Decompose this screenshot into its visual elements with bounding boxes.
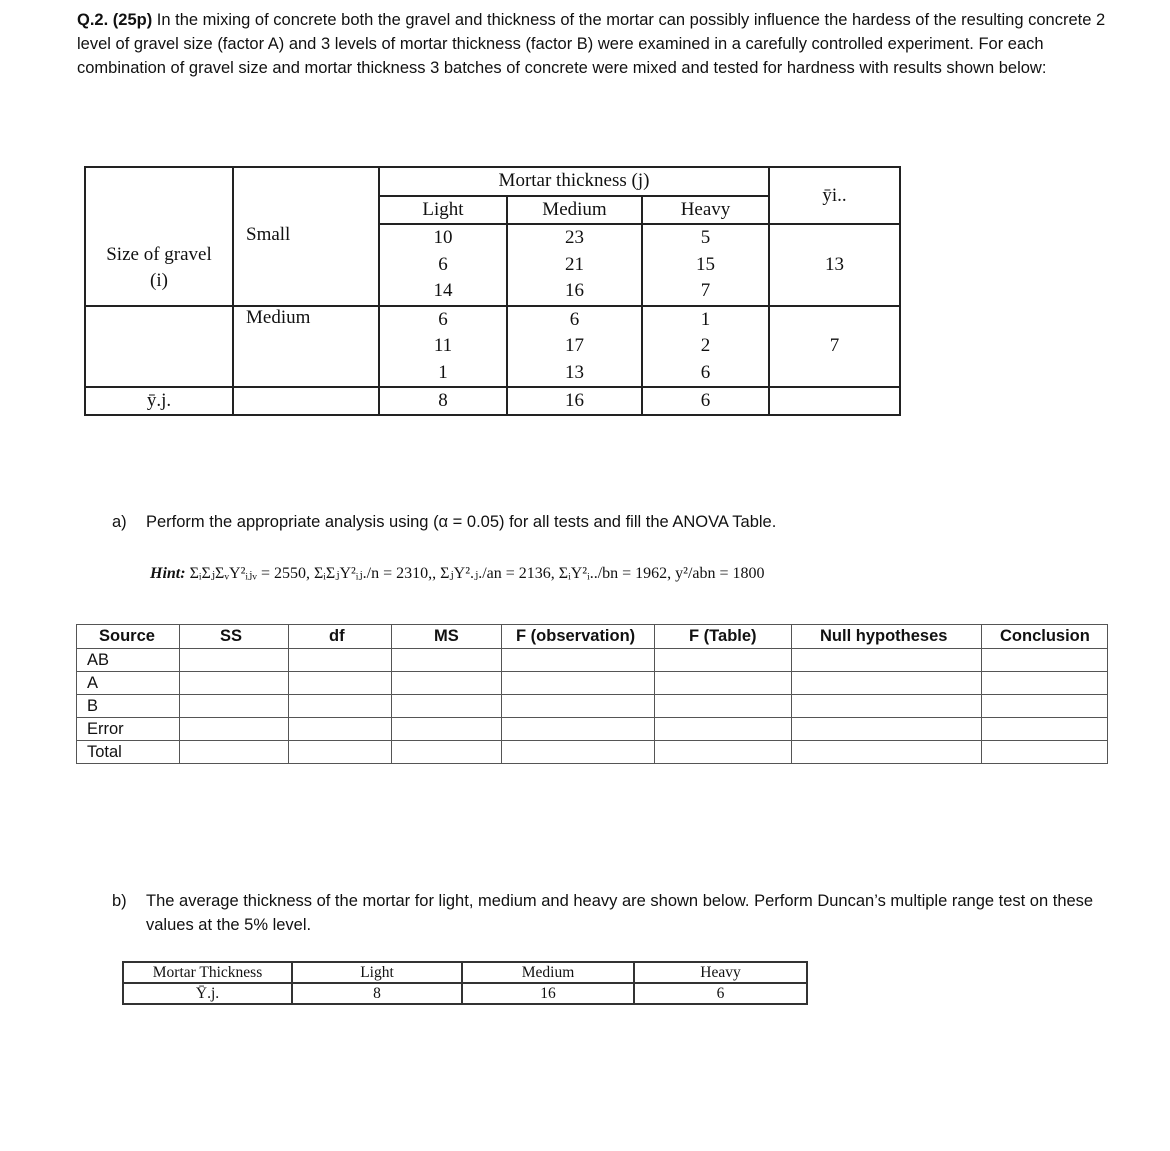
- row-label-medium: Medium: [233, 306, 379, 388]
- mortar-means-table: [122, 961, 808, 1005]
- blank-cell[interactable]: [180, 718, 289, 741]
- part-b-instruction: [112, 889, 1112, 937]
- header-conclusion: Conclusion: [982, 625, 1108, 649]
- part-a-instruction: [112, 513, 776, 532]
- question-points: (25p): [112, 11, 153, 29]
- gravel-header-spacer: [85, 306, 233, 388]
- gravel-size-header: [85, 167, 233, 306]
- blank-cell[interactable]: [392, 741, 502, 764]
- blank-cell[interactable]: [982, 741, 1108, 764]
- blank-cell[interactable]: [982, 718, 1108, 741]
- blank-cell[interactable]: [289, 695, 392, 718]
- blank-cell[interactable]: [792, 741, 982, 764]
- anova-row-a: [77, 672, 1108, 695]
- row-mean-medium: 7: [769, 306, 900, 388]
- part-b-label: b): [112, 892, 127, 910]
- blank-cell[interactable]: [792, 649, 982, 672]
- blank-cell[interactable]: [289, 672, 392, 695]
- hint-formulas: ΣᵢΣⱼΣᵥY²ᵢⱼᵥ = 2550, ΣᵢΣⱼY²ᵢⱼ./n = 2310,, ΣⱼY².ⱼ./an = 2136, ΣᵢY²ᵢ../bn = 1962, y²/abn = 1800: [189, 565, 765, 582]
- blank-header-cell: [233, 167, 379, 224]
- cell-small-medium: [507, 224, 642, 306]
- part-b-text: The average thickness of the mortar for light, medium and heavy are shown below. Perform Duncan’s multiple range test on these values at the 5% level.: [146, 892, 1094, 934]
- value: 14: [433, 280, 453, 301]
- blank-cell[interactable]: [655, 672, 792, 695]
- level-medium-header: Medium: [507, 196, 642, 224]
- question-number: Q.2.: [77, 11, 109, 29]
- hint-label: Hint:: [150, 565, 186, 582]
- value: 16: [565, 280, 584, 301]
- col-mean-heavy: 6: [642, 387, 769, 415]
- blank-cell[interactable]: [289, 649, 392, 672]
- value: 11: [433, 335, 453, 356]
- col-mean-label: ȳ.j.: [85, 387, 233, 415]
- source-error: Error: [77, 718, 180, 741]
- anova-row-total: [77, 741, 1108, 764]
- hint-line: [150, 563, 765, 583]
- header-null-hypotheses: Null hypotheses: [792, 625, 982, 649]
- blank-cell[interactable]: [502, 695, 655, 718]
- means-header-light: Light: [292, 962, 462, 983]
- blank-cell[interactable]: [392, 695, 502, 718]
- blank-cell[interactable]: [982, 695, 1108, 718]
- value: 21: [565, 253, 584, 275]
- gravel-header-line2: (i): [150, 270, 168, 292]
- header-f-table: F (Table): [655, 625, 792, 649]
- blank-cell[interactable]: [289, 718, 392, 741]
- blank-cell[interactable]: [655, 649, 792, 672]
- row-mean-small: 13: [769, 224, 900, 306]
- blank-cell[interactable]: [392, 649, 502, 672]
- blank-cell[interactable]: [792, 672, 982, 695]
- header-ms: MS: [392, 625, 502, 649]
- header-df: df: [289, 625, 392, 649]
- blank-cell[interactable]: [180, 672, 289, 695]
- part-a-label: a): [112, 513, 127, 531]
- cell-small-light: [379, 224, 507, 306]
- header-ss: SS: [180, 625, 289, 649]
- source-a: A: [77, 672, 180, 695]
- anova-table: [76, 624, 1108, 764]
- blank-cell[interactable]: [289, 741, 392, 764]
- gravel-header-line1: Size of gravel: [106, 243, 212, 265]
- cell-medium-medium: [507, 306, 642, 388]
- anova-header-row: [77, 625, 1108, 649]
- means-value-heavy: 6: [634, 983, 807, 1004]
- value: 6: [438, 253, 448, 275]
- blank-cell[interactable]: [655, 695, 792, 718]
- row-label-small: Small: [233, 224, 379, 306]
- col-mean-total-blank: [769, 387, 900, 415]
- blank-cell[interactable]: [982, 649, 1108, 672]
- part-a-text: Perform the appropriate analysis using (α = 0.05) for all tests and fill the ANOVA Table.: [146, 513, 777, 531]
- means-header-medium: Medium: [462, 962, 634, 983]
- cell-medium-light: [379, 306, 507, 388]
- blank-cell[interactable]: [982, 672, 1108, 695]
- col-mean-medium: 16: [507, 387, 642, 415]
- means-row-label: Ȳ.j.: [123, 983, 292, 1004]
- value: 1: [700, 308, 711, 330]
- means-header-heavy: Heavy: [634, 962, 807, 983]
- blank-cell[interactable]: [502, 741, 655, 764]
- question-text: [77, 8, 1117, 80]
- value: 5: [700, 227, 711, 248]
- value: 6: [438, 308, 448, 330]
- source-total: Total: [77, 741, 180, 764]
- blank-cell[interactable]: [502, 718, 655, 741]
- blank-cell[interactable]: [180, 695, 289, 718]
- blank-cell[interactable]: [392, 672, 502, 695]
- level-heavy-header: Heavy: [642, 196, 769, 224]
- row-mean-header: ȳi..: [769, 167, 900, 224]
- blank-cell[interactable]: [180, 741, 289, 764]
- value: 17: [565, 335, 584, 356]
- value: 23: [565, 227, 584, 248]
- anova-row-ab: [77, 649, 1108, 672]
- cell-small-heavy: [642, 224, 769, 306]
- blank-cell[interactable]: [792, 695, 982, 718]
- header-f-observation: F (observation): [502, 625, 655, 649]
- blank-cell[interactable]: [792, 718, 982, 741]
- col-mean-light: 8: [379, 387, 507, 415]
- blank-cell[interactable]: [502, 649, 655, 672]
- blank-cell[interactable]: [392, 718, 502, 741]
- level-light-header: Light: [379, 196, 507, 224]
- blank-cell[interactable]: [655, 718, 792, 741]
- value: 15: [696, 253, 715, 275]
- blank-cell[interactable]: [502, 672, 655, 695]
- value: 7: [700, 280, 711, 301]
- hardness-data-table: [84, 166, 901, 416]
- blank-cell[interactable]: [180, 649, 289, 672]
- value: 6: [700, 361, 711, 383]
- cell-medium-heavy: [642, 306, 769, 388]
- question-body: In the mixing of concrete both the gravel and thickness of the mortar can possibly influence the hardess of the resulting concrete 2 level of gravel size (factor A) and 3 levels of mortar thickness (factor B) were examined in a carefully controlled experiment. For each combination of gravel size and mortar thickness 3 batches of concrete were mixed and tested for hardness with results shown below:: [77, 11, 1106, 77]
- anova-row-b: [77, 695, 1108, 718]
- anova-row-error: [77, 718, 1108, 741]
- col-mean-blank: [233, 387, 379, 415]
- blank-cell[interactable]: [655, 741, 792, 764]
- value: 2: [700, 335, 711, 356]
- means-value-medium: 16: [462, 983, 634, 1004]
- source-ab: AB: [77, 649, 180, 672]
- value: 1: [438, 361, 448, 383]
- value: 10: [433, 227, 453, 248]
- header-source: Source: [77, 625, 180, 649]
- means-value-light: 8: [292, 983, 462, 1004]
- mortar-thickness-header: Mortar thickness (j): [379, 167, 769, 196]
- value: 6: [569, 308, 580, 330]
- means-header-label: Mortar Thickness: [123, 962, 292, 983]
- value: 13: [565, 361, 584, 383]
- source-b: B: [77, 695, 180, 718]
